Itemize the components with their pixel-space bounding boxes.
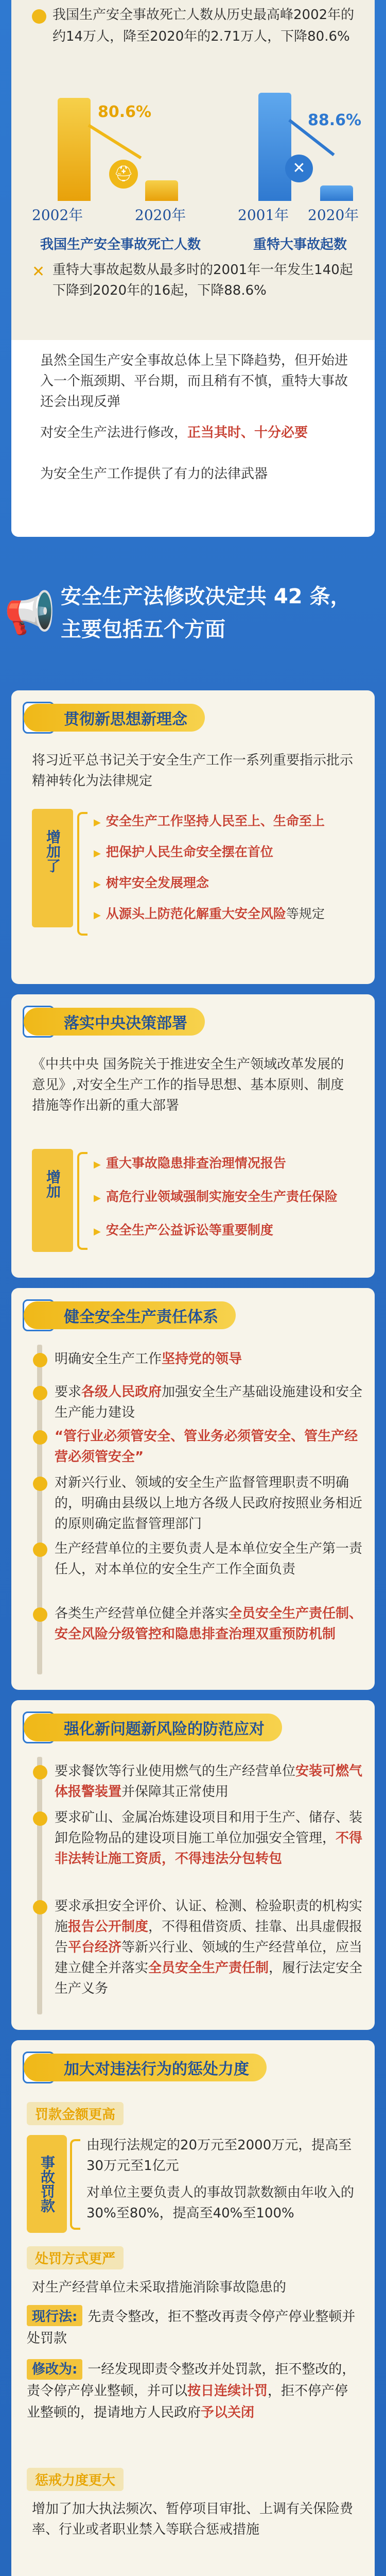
s1-item: ▶ 从源头上防范化解重大安全风险 bbox=[94, 906, 286, 921]
intro-trend-text: 虽然全国生产安全事故总体上呈下降趋势，但开始进入一个瓶颈期、平台期，而且稍有不慎，重特大事故还会出现反弹 bbox=[40, 353, 348, 410]
s3-b4: 对新兴行业、领域的安全生产监督管理职责不明确的，明确由县级以上地方各级人民政府按照业务相近的原则确定监督管理部门 bbox=[55, 1475, 363, 1532]
s4-b3-hl: 报告公开制度 bbox=[68, 1919, 149, 1935]
bullet-icon bbox=[32, 9, 46, 24]
bullet-icon bbox=[33, 1765, 47, 1780]
s1-tail: 等规定 bbox=[286, 906, 325, 921]
s4-b1-text: 要求餐饮等行业使用燃气的生产经营单位 bbox=[55, 1764, 296, 1779]
s4-b2 bbox=[55, 1807, 363, 1869]
bullet-icon bbox=[33, 1477, 47, 1491]
section-title: 健全安全生产责任体系 bbox=[24, 1301, 236, 1329]
s3-b1-hl: 坚持党的领导 bbox=[162, 1351, 242, 1367]
s2-bracket bbox=[77, 1152, 87, 1250]
s1-item: ▶ 安全生产工作坚持人民至上、生命至上 bbox=[94, 812, 325, 832]
year-2020-a: 2020年 bbox=[135, 207, 186, 224]
s3-b5 bbox=[55, 1538, 363, 1580]
bullet-icon bbox=[33, 1430, 47, 1445]
s3-b2-tail: 加强安全生产基础设施建设和安全生产能力建设 bbox=[55, 1384, 363, 1420]
s3-b2-text: 要求 bbox=[55, 1384, 82, 1400]
amended-row bbox=[27, 2359, 361, 2424]
s1-item: ▶ 把保护人民生命安全摆在首位 bbox=[94, 843, 273, 863]
wrench-icon: ✕ bbox=[285, 155, 313, 182]
death-caption: 我国生产安全事故死亡人数 bbox=[40, 237, 201, 252]
section-central-decisions bbox=[11, 994, 375, 1278]
s3-b5-tail: 对本单位的安全生产工作全面负责 bbox=[95, 1562, 296, 1577]
year-2002: 2002年 bbox=[32, 207, 83, 224]
tools-icon: ✕ bbox=[32, 263, 45, 281]
s4-b1-hl: 安装可燃气体报警装置 bbox=[55, 1764, 363, 1800]
s2-item: ▶ 高危行业领域强制实施安全生产责任保险 bbox=[94, 1188, 338, 1208]
amended-label: 修改为: bbox=[27, 2359, 82, 2380]
section-new-ideas bbox=[11, 690, 375, 984]
s4-b3-tail: ，履行法定安全生产义务 bbox=[55, 1960, 363, 1996]
section-title: 落实中央决策部署 bbox=[24, 1008, 205, 1036]
section-penalties bbox=[11, 2040, 375, 2576]
bullet-icon bbox=[33, 1607, 47, 1622]
bar-2020 bbox=[145, 180, 178, 201]
s2-intro: 《中共中央 国务院关于推进安全生产领域改革发展的意见》,对安全生产工作的指导思想、基本原则、制度措施等作出新的重大部署 bbox=[32, 1057, 344, 1113]
banner-line2: 主要包括五个方面 bbox=[61, 618, 225, 641]
amended-text: 一经发现即责令整改并处罚款，拒不整改的，责令停产停业整顿，并可以 bbox=[27, 2362, 356, 2399]
s3-b6-text: 各类生产经营单位健全并落实 bbox=[55, 1606, 229, 1621]
section-title: 贯彻新思想新理念 bbox=[24, 704, 205, 732]
s2-item: ▶ 安全生产公益诉讼等重要制度 bbox=[94, 1221, 273, 1241]
s1-tag-text: 增加了 bbox=[44, 829, 61, 873]
way-label-box bbox=[27, 2246, 124, 2269]
s3-b3: “管行业必须管安全、管业务必须管安全、管生产经营必须管安全” bbox=[55, 1429, 358, 1465]
s3-b6 bbox=[55, 1603, 363, 1645]
section-title: 加大对违法行为的惩处力度 bbox=[24, 2054, 267, 2081]
fine-label-box bbox=[27, 2102, 124, 2125]
bullet-icon bbox=[33, 1353, 47, 1367]
intro-weapon-text: 为安全生产工作提供了有力的法律武器 bbox=[40, 466, 268, 482]
s4-b3-text: 要求承担安全评价、认证、检测、检验职责的机构实施 bbox=[55, 1899, 363, 1935]
major-pct: 88.6% bbox=[308, 111, 362, 129]
revise-prefix: 对安全生产法进行修改， bbox=[40, 425, 188, 440]
s4-b3-hl2: 平台经济 bbox=[68, 1940, 122, 1955]
s2-item: ▶ 重大事故隐患排查治理情况报告 bbox=[94, 1154, 286, 1174]
current-law-label: 现行法: bbox=[27, 2305, 82, 2326]
s4-b3-hl3: 全员安全生产责任制 bbox=[148, 1960, 269, 1976]
s3-b2-hl: 各级人民政府 bbox=[81, 1384, 162, 1400]
fine-side-box bbox=[27, 2135, 67, 2233]
s3-b6-hl: 全员安全生产责任制、安全风险分级管控和隐患排查治理双重预防机制 bbox=[55, 1606, 363, 1642]
fine-side-label: 事故罚款 bbox=[39, 2155, 56, 2213]
force-label: 惩戒力度更大 bbox=[35, 2473, 116, 2488]
bullet-icon bbox=[33, 1811, 47, 1826]
s4-b1-tail: 并保障其正常使用 bbox=[121, 1784, 229, 1800]
intro-card bbox=[11, 0, 375, 537]
s1-intro: 将习近平总书记关于安全生产工作一系列重要指示批示精神转化为法律规定 bbox=[32, 753, 354, 789]
fine-bracket bbox=[70, 2139, 80, 2230]
bar-2002 bbox=[58, 98, 91, 201]
section-responsibility bbox=[11, 1288, 375, 1690]
intro-major-text: 重特大事故起数从最多时的2001年一年发生140起下降到2020年的16起，下降88.6% bbox=[52, 262, 353, 298]
intro-revise-text bbox=[40, 422, 354, 443]
bar-2001 bbox=[258, 93, 291, 201]
bullet-icon bbox=[33, 1386, 47, 1400]
summary-banner bbox=[0, 556, 386, 680]
banner-line1: 安全生产法修改决定共 42 条， bbox=[61, 585, 351, 608]
major-chart bbox=[217, 82, 366, 232]
s4-b1 bbox=[55, 1761, 363, 1802]
intro-death-text: 我国生产安全事故死亡人数从历史最高峰2002年的约14万人，降至2020年的2.71万人，下降80.6% bbox=[52, 7, 355, 44]
helmet-icon: ⛑ bbox=[109, 160, 138, 189]
force-label-box bbox=[27, 2468, 124, 2491]
death-pct: 80.6% bbox=[98, 103, 152, 121]
s2-tag bbox=[32, 1149, 73, 1252]
revise-highlight: 正当其时、十分必要 bbox=[187, 425, 308, 440]
s1-tag bbox=[32, 809, 73, 927]
death-chart bbox=[32, 82, 202, 232]
s3-b1 bbox=[55, 1349, 363, 1369]
s2-tag-text: 增加 bbox=[44, 1170, 61, 1198]
amended-mid: ，拒不停产停业整顿的，提请地方人民政府 bbox=[27, 2383, 348, 2420]
way-intro: 对生产经营单位未采取措施消除事故隐患的 bbox=[32, 2280, 287, 2295]
s4-b3 bbox=[55, 1896, 363, 1999]
s4-b3-mid: ，不得租借资质、挂靠、出具虚假报告 bbox=[55, 1919, 363, 1955]
s3-b1-text: 明确安全生产工作 bbox=[55, 1351, 162, 1367]
bullet-icon bbox=[33, 1543, 47, 1557]
s1-item: ▶ 树牢安全发展理念 bbox=[94, 874, 209, 894]
s1-bracket bbox=[77, 812, 87, 936]
section-new-risks bbox=[11, 1700, 375, 2030]
year-2020-b: 2020年 bbox=[308, 207, 359, 224]
fine-line-2: 对单位主要负责人的事故罚款数额由年收入的30%至80%，提高至40%至100% bbox=[86, 2185, 355, 2221]
s3-b2 bbox=[55, 1382, 363, 1423]
current-law-row bbox=[27, 2305, 361, 2349]
s4-b2-hl: 不得非法转让施工资质，不得违法分包转包 bbox=[55, 1831, 363, 1867]
force-text: 增加了加大执法频次、暂停项目审批、上调有关保险费率、行业或者职业禁入等联合惩戒措施 bbox=[32, 2501, 354, 2537]
s1-last-line bbox=[94, 905, 325, 925]
s4-b2-text: 要求矿山、金属冶炼建设项目和用于生产、储存、装卸危险物品的建设项目施工单位加强安全管理， bbox=[55, 1810, 363, 1846]
year-2001: 2001年 bbox=[238, 207, 289, 224]
megaphone-icon: 📢 bbox=[4, 589, 56, 637]
bar-2020-b bbox=[320, 185, 353, 201]
bullet-icon bbox=[33, 1900, 47, 1914]
s4-b3-mid2: 等新兴行业、领域的生产经营单位，应当建立健全并落实 bbox=[55, 1940, 363, 1976]
major-caption: 重特大事故起数 bbox=[253, 237, 347, 252]
amended-hl2: 予以关闭 bbox=[201, 2405, 255, 2420]
current-law-text: 先责令整改，拒不整改再责令停产停业整顿并处罚款 bbox=[27, 2309, 356, 2346]
amended-hl: 按日连续计罚 bbox=[187, 2383, 268, 2399]
s3-b5-text: 生产经营单位的主要负责人是本单位安全生产第一责任人， bbox=[55, 1541, 363, 1577]
fine-line-1: 由现行法规定的20万元至2000万元，提高至30万元至1亿元 bbox=[86, 2138, 352, 2174]
fine-label: 罚款金额更高 bbox=[35, 2107, 116, 2123]
way-label: 处罚方式更严 bbox=[35, 2251, 116, 2267]
death-trend-arrow bbox=[87, 124, 142, 159]
section-title: 强化新问题新风险的防范应对 bbox=[24, 1714, 282, 1741]
timeline-bar bbox=[37, 1757, 42, 2014]
